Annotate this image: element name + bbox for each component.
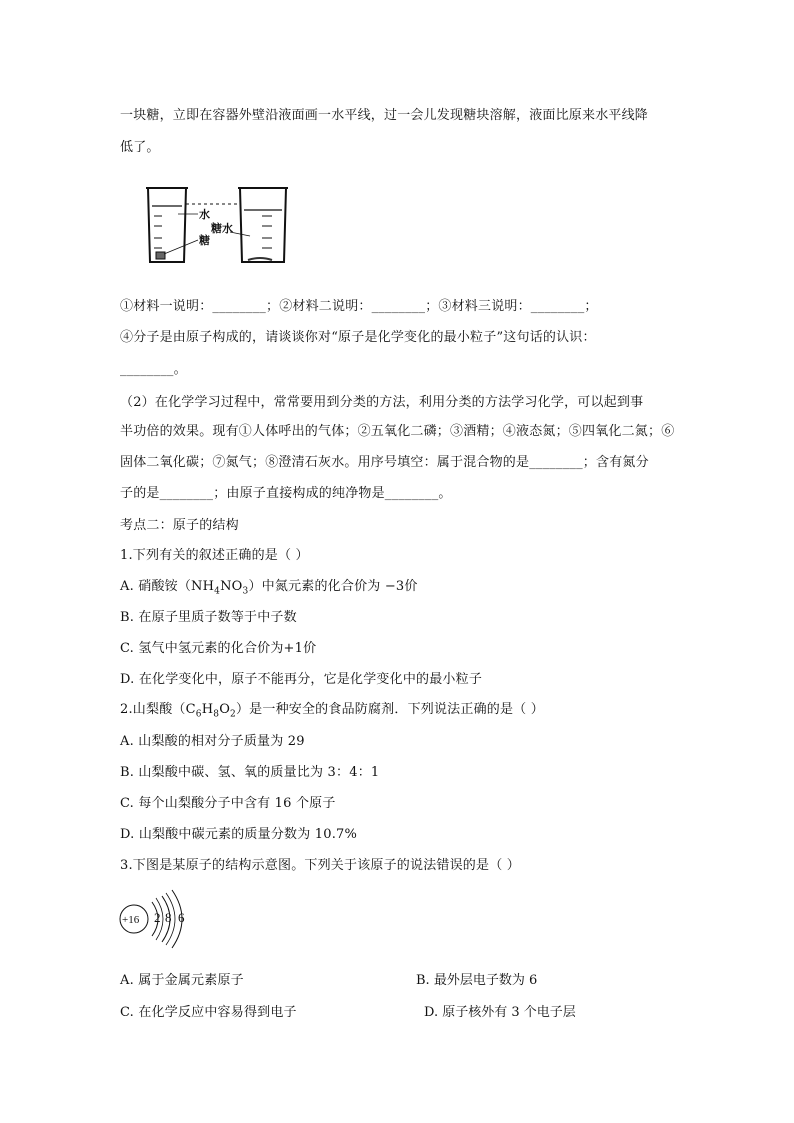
left-beaker (148, 188, 186, 262)
q3-option-a: A. 属于金属元素原子 (120, 973, 244, 988)
q1-a-post: ）中氮元素的化合价为 −3价 (248, 579, 418, 594)
q2-sub-c: 6 (195, 709, 202, 720)
q4-line-2: ________。 (120, 362, 187, 377)
label-water: 水 (199, 208, 210, 221)
label-sugar: 糖 (199, 234, 210, 247)
q1-stem: 1.下列有关的叙述正确的是（ ） (120, 548, 309, 563)
q1-option-c: C. 氢气中氢元素的化合价为+1价 (120, 641, 317, 656)
classification-line-4: 子的是________；由原子直接构成的纯净物是________。 (120, 486, 452, 501)
sugar-cube (156, 252, 165, 259)
q1-a-sub1: 4 (214, 586, 221, 597)
q3-stem: 3.下图是某原子的结构示意图。下列关于该原子的说法错误的是（ ） (120, 858, 520, 873)
q2-stem (120, 698, 544, 720)
classification-line-1: （2）在化学学习过程中，常常要用到分类的方法，利用分类的方法学习化学，可以起到事 (120, 395, 644, 410)
q3-option-d: D. 原子核外有 3 个电子层 (424, 1005, 576, 1020)
q1-option-a (120, 575, 418, 597)
section-title: 考点二：原子的结构 (120, 518, 239, 533)
shell-electrons-2: 8 (165, 910, 172, 925)
beaker-figure (140, 180, 300, 270)
q2-option-d: D. 山梨酸中碳元素的质量分数为 10.7% (120, 827, 358, 842)
atom-structure-diagram (116, 884, 206, 954)
intro-line-1: 一块糖，立即在容器外壁沿液面画一水平线，过一会儿发现糖块溶解，液面比原来水平线降 (120, 108, 649, 123)
q2-sub-h: 8 (213, 709, 220, 720)
q2-option-c: C. 每个山梨酸分子中含有 16 个原子 (120, 796, 336, 811)
label-sugar-water: 糖水 (211, 222, 233, 235)
nucleus-charge: +16 (122, 914, 140, 926)
material-line: ①材料一说明：________；②材料二说明：________；③材料三说明：________； (120, 299, 598, 314)
q2-option-a: A. 山梨酸的相对分子质量为 29 (120, 734, 305, 749)
q1-a-mid: NO (220, 579, 243, 594)
q1-a-sub2: 3 (242, 586, 249, 597)
q3-option-c: C. 在化学反应中容易得到电子 (120, 1005, 297, 1020)
classification-line-3: 固体二氧化碳；⑦氮气；⑧澄清石灰水。用序号填空：属于混合物的是________；含有氮分 (120, 455, 649, 470)
q1-option-b: B. 在原子里质子数等于中子数 (120, 610, 297, 625)
q2-stem-pre: 2.山梨酸（C (120, 702, 196, 717)
q2-mid-h: H (201, 702, 214, 717)
q1-a-pre: A. 硝酸铵（NH (120, 579, 215, 594)
q2-sub-o: 2 (230, 709, 236, 720)
q2-mid-o: O (219, 702, 231, 717)
intro-line-2: 低了。 (120, 140, 160, 155)
q2-option-b: B. 山梨酸中碳、氢、氧的质量比为 3：4：1 (120, 765, 380, 780)
shell-electrons-1: 2 (154, 910, 161, 925)
classification-line-2: 半功倍的效果。现有①人体呼出的气体；②五氧化二磷；③酒精；④液态氮；⑤四氧化二氮；⑥ (120, 424, 675, 439)
q2-stem-post: ）是一种安全的食品防腐剂．下列说法正确的是（ ） (235, 702, 544, 717)
q4-line-1: ④分子是由原子构成的，请谈谈你对“原子是化学变化的最小粒子”这句话的认识： (120, 330, 596, 345)
shell-electrons-3: 6 (178, 910, 185, 925)
right-beaker (240, 188, 286, 262)
q1-option-d: D. 在化学变化中，原子不能再分，它是化学变化中的最小粒子 (120, 672, 483, 687)
q3-option-b: B. 最外层电子数为 6 (416, 973, 538, 988)
